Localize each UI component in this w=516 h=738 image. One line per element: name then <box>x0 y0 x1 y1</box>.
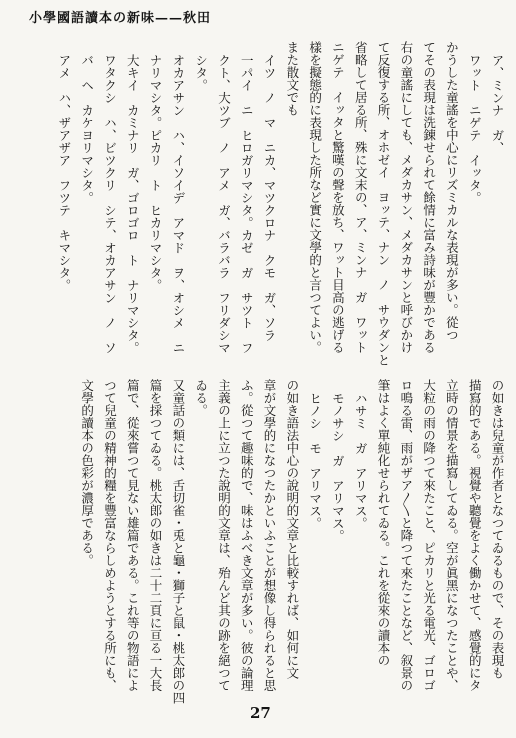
quoted-line: ナリマシタ。ピカリ ト ヒカリマシタ。 <box>148 53 164 291</box>
text-line: 篇で、從來嘗つて見ない雄篇である。これ等の物語によ <box>125 379 141 692</box>
text-line: 篇を採つてゐる。桃太郎の如きは二十二頁に亘る一大長 <box>148 379 164 692</box>
text-line: 章が文學的になつたかといふことが想像し得られると思 <box>262 379 278 692</box>
text-line: 描寫的である。視覺や聽覺をよく働かせて、感覺的にタ <box>467 379 483 692</box>
text-line: てその表現は洗錬せられて餘情に富み詩味が豐かである <box>421 41 437 354</box>
quoted-line: ア、ミンナ ガ、 <box>490 53 505 154</box>
quoted-line: ハサミ ガ アリマス。 <box>353 391 369 529</box>
quoted-line: 大キイ カミナリ ガ、ゴロゴロ ト ナリマシタ。 <box>125 53 141 354</box>
text-line: 大粒の雨の降つて來たこと、ピカリと光る電光、ゴロゴ <box>421 379 437 692</box>
text-line: ロ鳴る雷、雨がザア〳〵と降つて來たことなど、叙景の <box>398 379 414 692</box>
text-line: 立時の情景を描寫してゐる。空が眞黑になつたことや、 <box>444 379 460 692</box>
text-line: ふ。從つて趣味的で、味はふべき文章が多い。彼の論理 <box>239 379 255 692</box>
lower-tier <box>52 379 508 713</box>
text-line: て反復する所、オホゼイ ヨッテ、ナン ノ サウダンと <box>376 41 392 366</box>
text-line: また散文でも <box>284 41 300 116</box>
text-line: 右の童謠にしても、メダカサン、メダカサンと呼びかけ <box>398 41 414 354</box>
quoted-line: シタ。 <box>193 53 209 91</box>
page-number: 27 <box>250 704 271 722</box>
quoted-line: オカアサン ハ、イソイデ アマド ヲ、オシメ ニ <box>170 53 186 354</box>
quoted-line: バ ヘ カケヨリマシタ。 <box>79 53 95 204</box>
quoted-line: クト、大ツブ ノ アメ ガ、バラバラ フリダシマ <box>216 53 232 354</box>
text-line: つて兒童の精神的糧を豐富ならしめようとする所にも、 <box>102 379 118 692</box>
quoted-line: ヒノシ モ アリマス。 <box>307 391 323 529</box>
quoted-line: ワタクシ ハ、ビツクリ シテ、オカアサン ノ ソ <box>102 53 118 354</box>
text-line: ニゲテ イッタと驚嘆の聲を放ち、ワット目高の逃げる <box>330 41 346 354</box>
quoted-line: モノサシ ガ アリマス。 <box>330 391 346 542</box>
quoted-line: アメ ハ、ザアザア フツテ キマシタ。 <box>56 53 72 291</box>
quoted-line: ワット ニゲテ イッタ。 <box>467 53 483 204</box>
text-line: 又童話の類には、舌切雀・兎と龜・獅子と鼠・桃太郎の四 <box>170 379 186 704</box>
text-line: の如き語法中心の說明的文章と比較すれば、如何に文 <box>284 379 300 679</box>
quoted-line: 一パイ ニ ヒロガリマシタ。カゼ ガ サツト フ <box>239 53 255 354</box>
text-line: ゐる。 <box>193 379 209 417</box>
quoted-line: イツ ノ マ ニカ、マツクロナ クモ ガ、ソラ <box>262 53 278 341</box>
text-line: 樣を擬態的に表現した所など實に文學的と言つてよい。 <box>307 41 323 354</box>
text-line: かうした童謠を中心にリズミカルな表現が多い。從つ <box>444 41 460 341</box>
text-line: 筆はよく單純化せられてゐる。これを從來の讀本の <box>376 379 392 667</box>
running-header: 小學國語讀本の新味——秋田 <box>29 11 212 26</box>
text-line: 省略して居る所、殊に文末の、ア、ミンナ ガ ワット <box>353 41 369 354</box>
text-line: 文學的讀本の色彩が濃厚である。 <box>79 379 95 567</box>
text-line: 主義の上に立つた說明的文章は、殆んど其の跡を絕つて <box>216 379 232 692</box>
upper-tier <box>52 41 508 375</box>
text-line: の如きは兒童が作者となつてゐるもので、その表現も <box>490 379 505 679</box>
